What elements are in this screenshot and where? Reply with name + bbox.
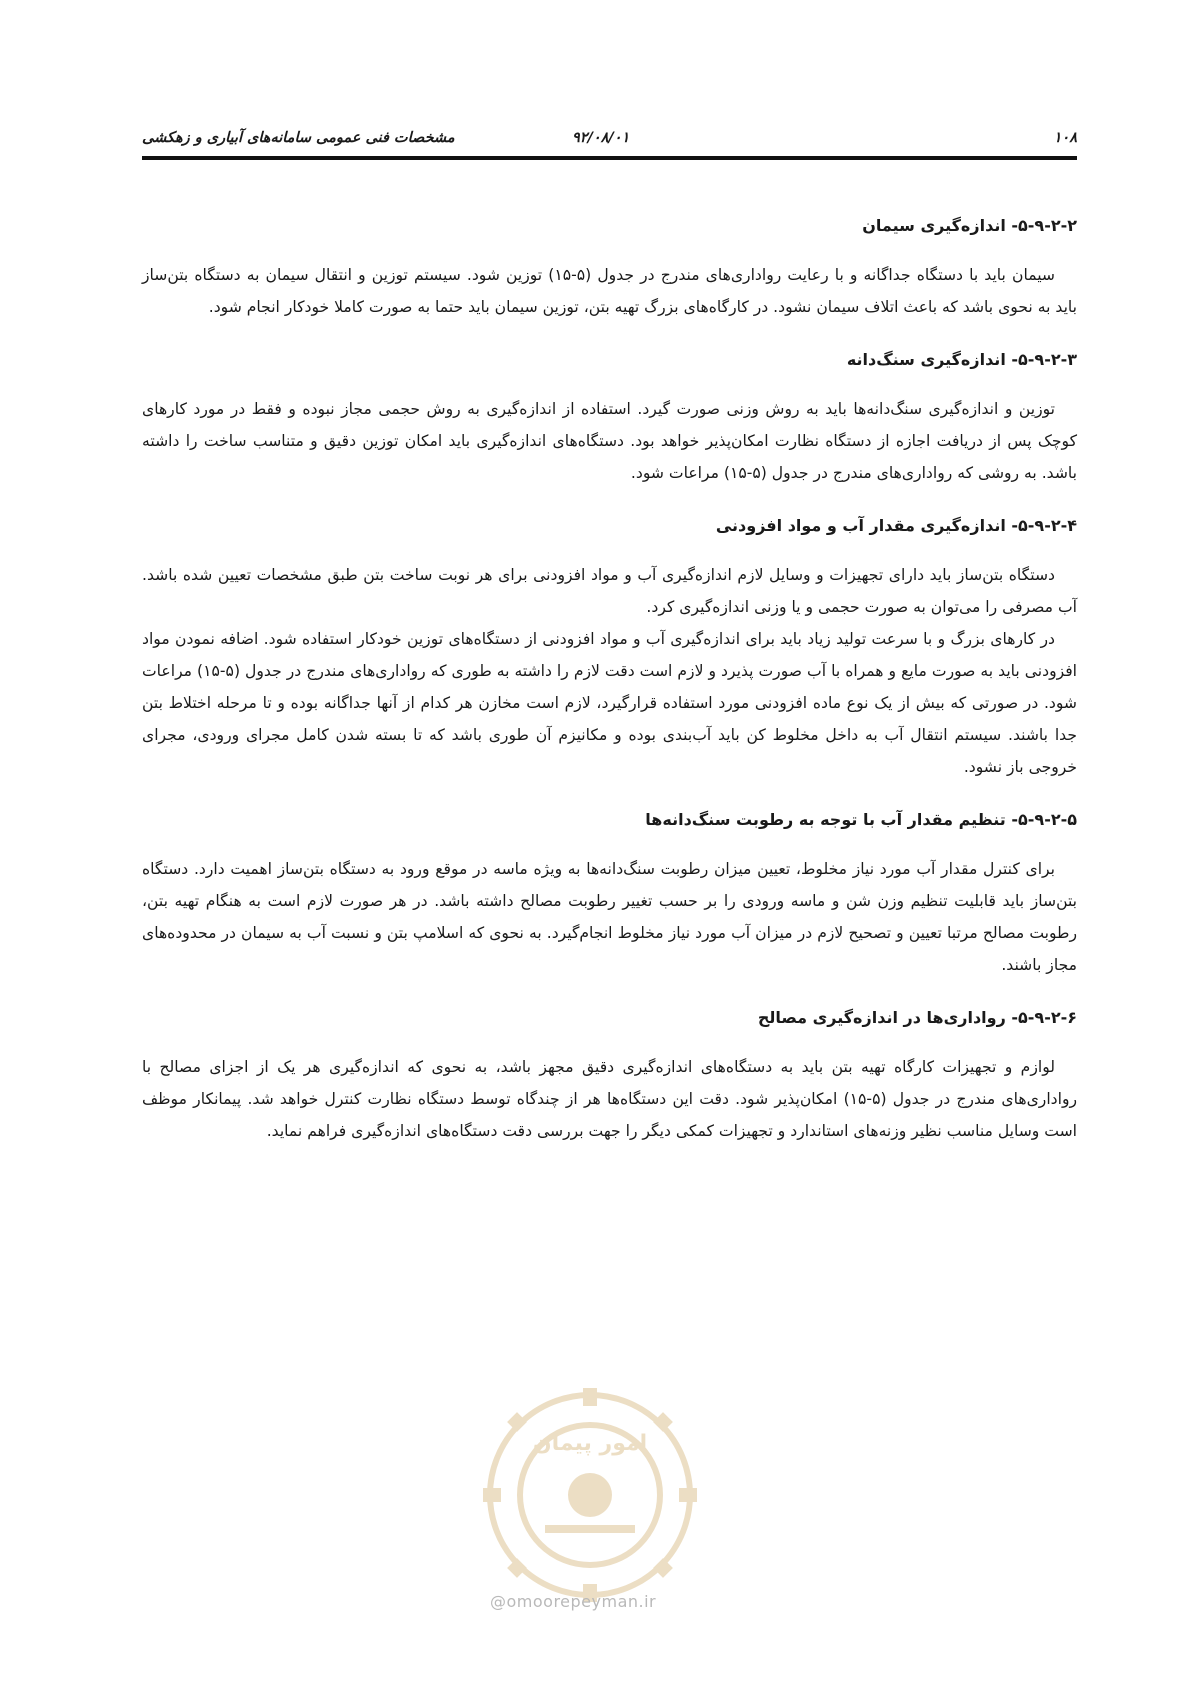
section-water-admixture-measurement (142, 515, 1077, 783)
section-cement-measurement (142, 215, 1077, 323)
section-heading: ۵-۹-۲-۵- تنظیم مقدار آب با توجه به رطوبت سنگ‌دانه‌ها (645, 810, 1077, 829)
page-header (142, 120, 1077, 160)
section-heading: ۵-۹-۲-۳- اندازه‌گیری سنگ‌دانه (846, 350, 1077, 369)
header-date: ۹۲/۰۸/۰۱ (572, 130, 630, 146)
body-paragraph: سیمان باید با دستگاه جداگانه و با رعایت رواداری‌های مندرج در جدول (۵-۱۵) توزین شود. سیستم توزین و انتقال سیمان به دستگاه بتن‌ساز باید به نحوی باشد که باعث اتلاف سیمان نشود. در کارگاه‌های بزرگ تهیه بتن، توزین سیمان باید حتما به صورت کاملا خودکار انجام شود. (142, 266, 1077, 316)
body-paragraph: توزین و اندازه‌گیری سنگ‌دانه‌ها باید به روش وزنی صورت گیرد. استفاده از اندازه‌گیری به روش حجمی مجاز نبوده و فقط در مورد کارهای کوچک پس از دریافت اجازه از دستگاه نظارت امکان‌پذیر خواهد بود. دستگاه‌های اندازه‌گیری باید امکان توزین دقیق و متناسب ساخت را داشته باشد. به روشی که رواداری‌های مندرج در جدول (۵-۱۵) مراعات شود. (142, 400, 1077, 482)
header-divider (142, 156, 1077, 160)
section-heading: ۵-۹-۲-۶- رواداری‌ها در اندازه‌گیری مصالح (757, 1008, 1077, 1027)
body-paragraph: برای کنترل مقدار آب مورد نیاز مخلوط، تعیین میزان رطوبت سنگ‌دانه‌ها به ویژه ماسه در موقع ورود به دستگاه بتن‌ساز اهمیت دارد. دستگاه بتن‌ساز باید قابلیت تنظیم وزن شن و ماسه ورودی را بر حسب تغییر رطوبت مصالح داشته باشد. در هر صورت لازم است به هنگام تهیه بتن، رطوبت مصالح مرتبا تعیین و تصحیح لازم در میزان آب مورد نیاز مخلوط انجام‌گیرد. به نحوی که اسلامپ بتن و نسبت آب به سیمان در محدوده‌های مجاز باشند. (142, 860, 1077, 974)
page-content (142, 215, 1077, 1173)
page-number: ۱۰۸ (1053, 130, 1077, 146)
watermark-logo-text: امور پیمان (532, 1431, 648, 1456)
header-title: مشخصات فنی عمومی سامانه‌های آبیاری و زهکشی (142, 130, 455, 146)
section-aggregate-measurement (142, 349, 1077, 489)
body-paragraph: دستگاه بتن‌ساز باید دارای تجهیزات و وسایل لازم اندازه‌گیری آب و مواد افزودنی برای هر نوبت ساخت بتن طبق مشخصات تعیین شده باشد. آب مصرفی را می‌توان به صورت حجمی و یا وزنی اندازه‌گیری کرد. (142, 566, 1077, 616)
section-heading: ۵-۹-۲-۲- اندازه‌گیری سیمان (862, 216, 1077, 235)
watermark-url: @omoorepeyman.ir (490, 1592, 657, 1611)
body-paragraph: لوازم و تجهیزات کارگاه تهیه بتن باید به دستگاه‌های اندازه‌گیری دقیق مجهز باشد، به نحوی که اندازه‌گیری هر یک از اجزای مصالح با رواداری‌های مندرج در جدول (۵-۱۵) امکان‌پذیر شود. دقت این دستگاه‌ها هر از چندگاه توسط دستگاه نظارت کنترل خواهد شد. پیمانکار موظف است وسایل مناسب نظیر وزنه‌های استاندارد و تجهیزات کمکی دیگر را جهت بررسی دقت دستگاه‌های اندازه‌گیری فراهم نماید. (142, 1058, 1077, 1140)
section-water-moisture-adjustment (142, 809, 1077, 981)
section-measurement-tolerances (142, 1007, 1077, 1147)
body-paragraph: در کارهای بزرگ و با سرعت تولید زیاد باید برای اندازه‌گیری آب و مواد افزودنی از دستگاه‌های توزین خودکار استفاده شود. اضافه نمودن مواد افزودنی باید به صورت مایع و همراه با آب صورت پذیرد و لازم است دقت لازم را داشته به طوری که رواداری‌های مندرج در جدول (۵-۱۵) مراعات شود. در صورتی که بیش از یک نوع ماده افزودنی مورد استفاده قرارگیرد، لازم است مخازن هر کدام از آنها جداگانه بوده و تا مرحله اختلاط بتن جدا باشند. سیستم انتقال آب به داخل مخلوط کن باید آب‌بندی بوده و مکانیزم آن طوری باشد که تا بسته شدن کامل مجرای ورودی، مجرای خروجی باز نشود. (142, 630, 1077, 776)
watermark-logo (475, 1380, 705, 1610)
section-heading: ۵-۹-۲-۴- اندازه‌گیری مقدار آب و مواد افزودنی (715, 516, 1077, 535)
